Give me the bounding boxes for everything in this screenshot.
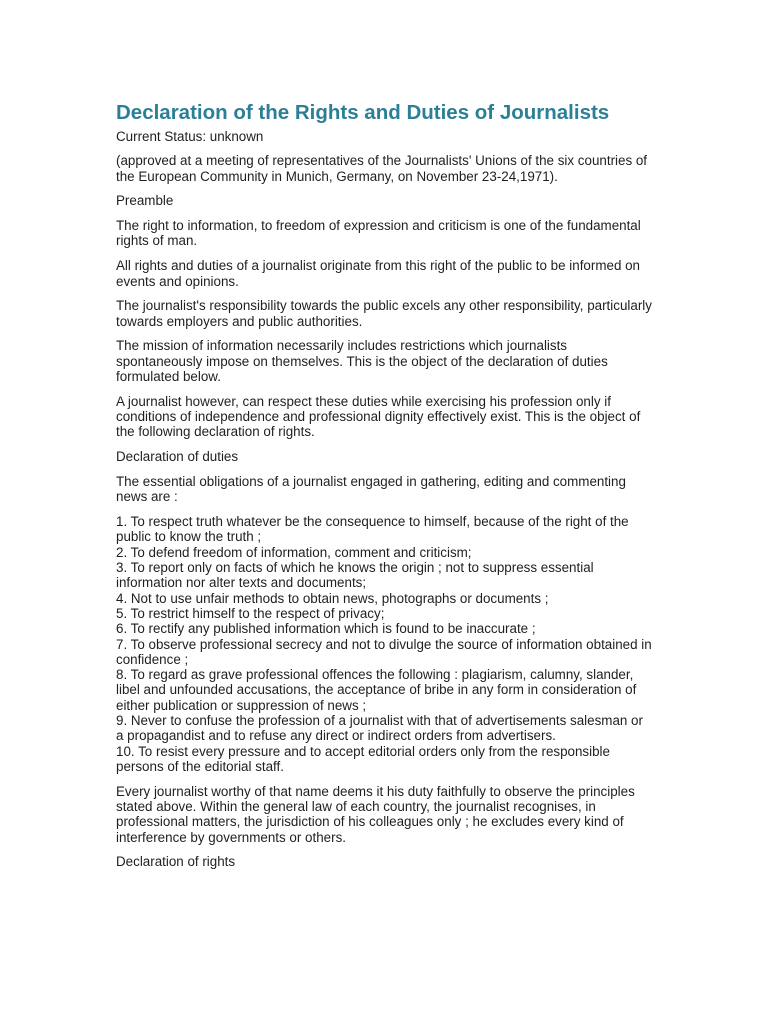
- current-status: Current Status: unknown: [116, 129, 264, 144]
- approval-note: (approved at a meeting of representatives of the Journalists' Unions of the six countries of the European Community in Munich, Germany, on November 23-24,1971).: [116, 153, 648, 184]
- document-page: [116, 100, 652, 879]
- duty-item: 10. To resist every pressure and to accept editorial orders only from the responsible persons of the editorial staff.: [116, 743, 610, 774]
- duty-item: 9. Never to confuse the profession of a journalist with that of advertisements salesman or a propagandist and to refuse any direct or indirect orders from advertisers.: [116, 713, 643, 744]
- duties-heading: Declaration of duties: [116, 449, 239, 465]
- preamble-heading: Preamble: [116, 193, 174, 209]
- preamble-paragraph: The mission of information necessarily includes restrictions which journalists spontaneously impose on themselves. This is the object of the declaration of duties formulated below.: [116, 338, 608, 385]
- duty-item: 7. To observe professional secrecy and not to divulge the source of information obtained in confidence ;: [116, 636, 652, 667]
- duty-item: 3. To report only on facts of which he knows the origin ; not to suppress essential information nor alter texts and documents;: [116, 560, 594, 591]
- duties-intro: The essential obligations of a journalist engaged in gathering, editing and commenting news are :: [116, 474, 626, 505]
- preamble-paragraph: All rights and duties of a journalist originate from this right of the public to be informed on events and opinions.: [116, 258, 641, 289]
- duty-item: 5. To restrict himself to the respect of privacy;: [116, 605, 385, 621]
- preamble-paragraph: The right to information, to freedom of expression and criticism is one of the fundamental rights of man.: [116, 218, 641, 249]
- duty-item: 8. To regard as grave professional offences the following : plagiarism, calumny, slander, libel and unfounded accusations, the acceptance of bribe in any form in consideration of either publication or suppression of news ;: [116, 667, 637, 713]
- duties-list: [116, 514, 652, 774]
- closing-paragraph: Every journalist worthy of that name deems it his duty faithfully to observe the principles stated above. Within the general law of each country, the journalist recognises, in professional matters, the jurisdiction of his colleagues only ; he excludes every kind of interference by governments or others.: [116, 783, 635, 845]
- duty-item: 6. To rectify any published information which is found to be inaccurate ;: [116, 621, 536, 637]
- document-title: Declaration of the Rights and Duties of Journalists: [116, 101, 610, 124]
- duty-item: 2. To defend freedom of information, comment and criticism;: [116, 544, 472, 560]
- duty-item: 1. To respect truth whatever be the consequence to himself, because of the right of the public to know the truth ;: [116, 514, 629, 545]
- preamble-paragraph: A journalist however, can respect these duties while exercising his profession only if conditions of independence and professional dignity effectively exist. This is the object of the following declaration of rights.: [116, 393, 641, 440]
- preamble-paragraph: The journalist's responsibility towards the public excels any other responsibility, particularly towards employers and public authorities.: [116, 298, 652, 329]
- duty-item: 4. Not to use unfair methods to obtain news, photographs or documents ;: [116, 590, 549, 606]
- rights-heading: Declaration of rights: [116, 854, 236, 870]
